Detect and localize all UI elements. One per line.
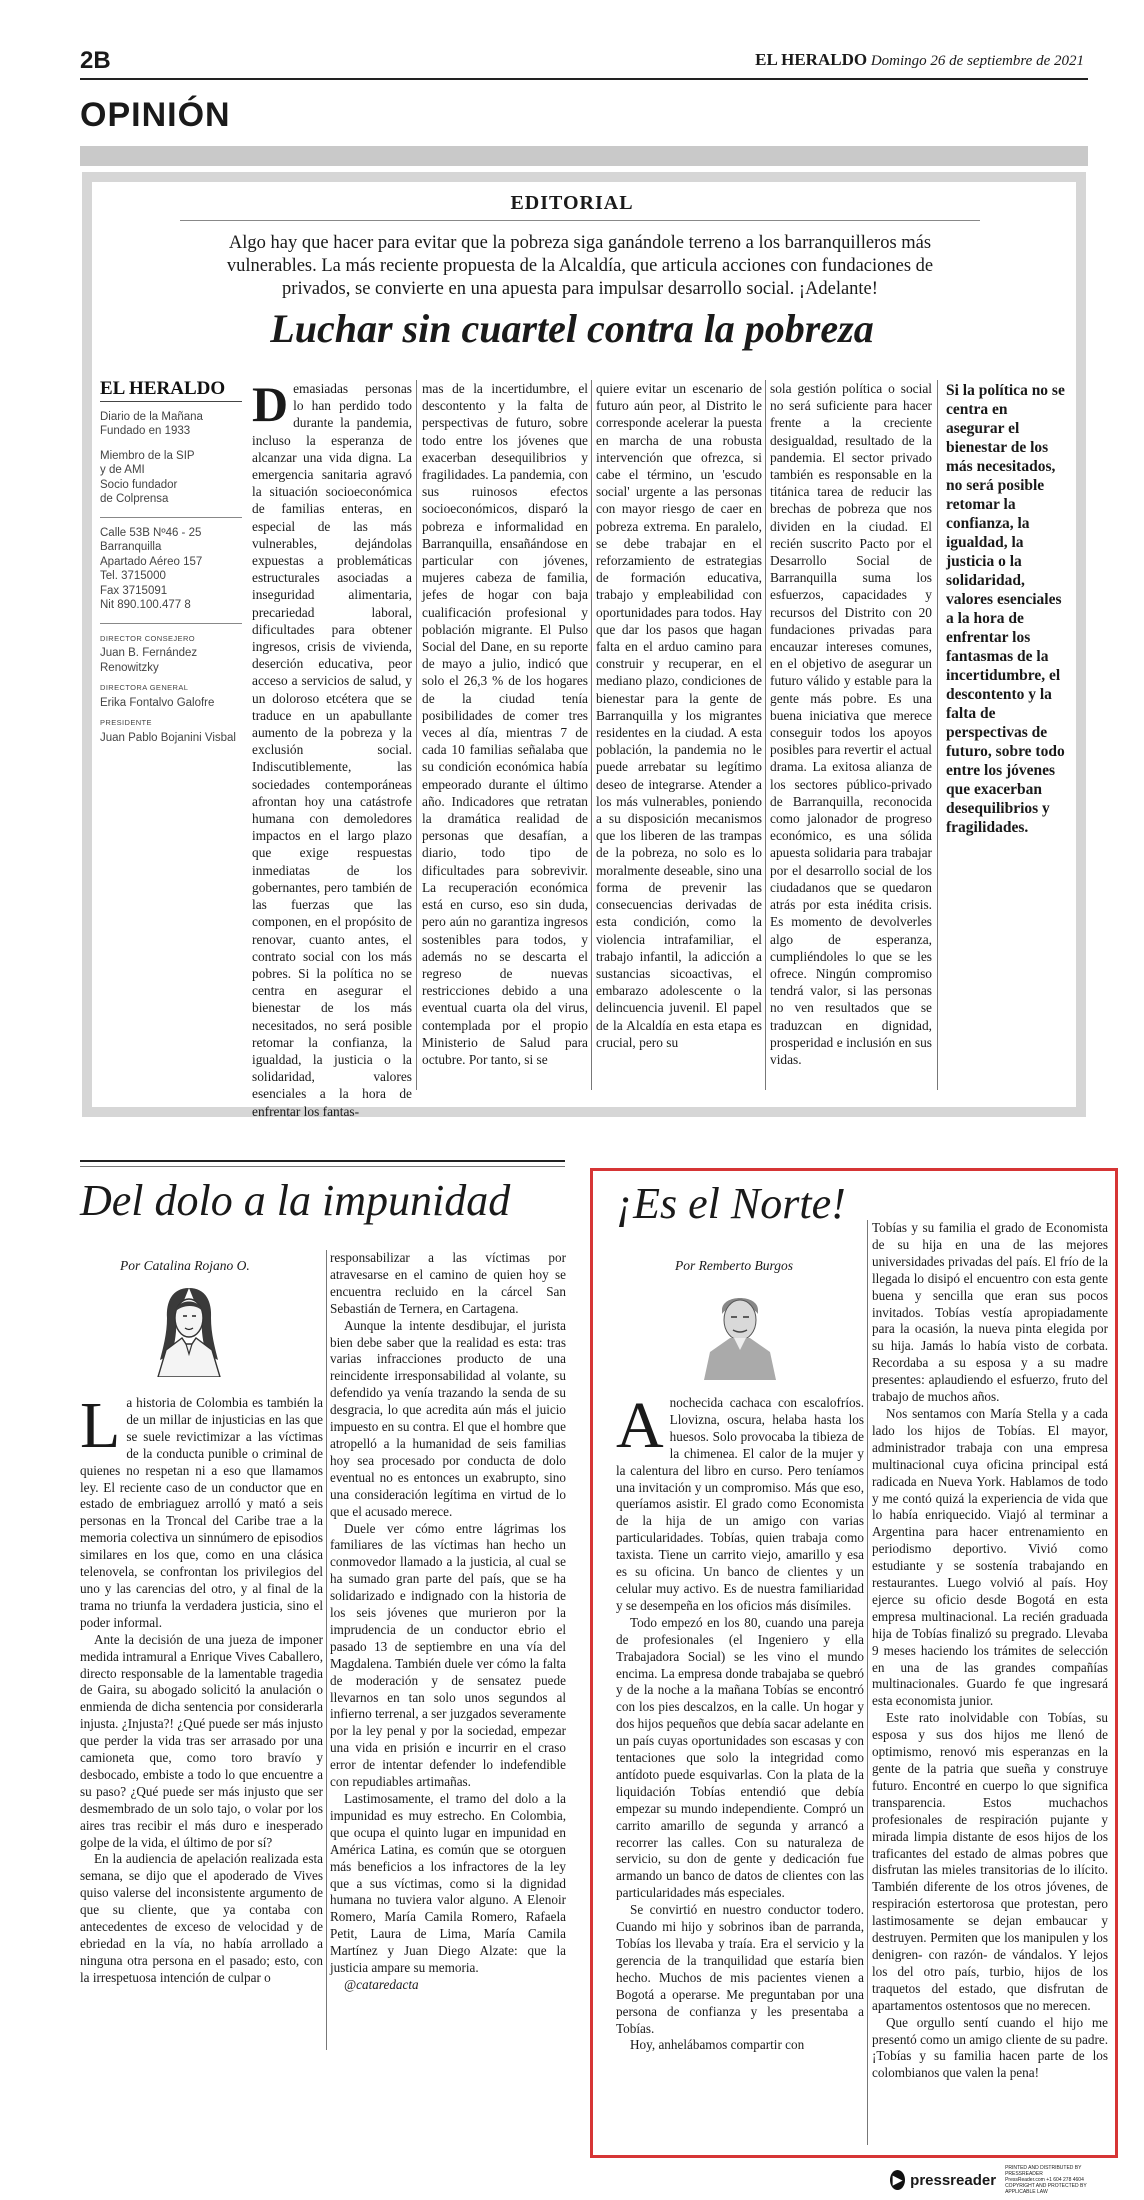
paragraph: Aunque la intente desdibujar, el jurista bien debe saber que la realidad es esta: tras varias infracciones producto de una reincidente irresponsabilidad al volante, su defendido ya venía trazando la senda de su desgracia, lo que acredita aún más el juicio impuesto en su contra. El que el hombre que atropelló a la humanidad de seis familias hoy sea procesado por conducta de dolo eventual no es entonces un exabrupto, sino una consideración legítima en virtud de lo que el acusado merece. [330, 1317, 566, 1519]
imprint [100, 378, 242, 745]
column-title: ¡Es el Norte! [616, 1179, 846, 1228]
editorial-summary: Algo hay que hacer para evitar que la pobreza siga ganándole terreno a los barranquilleros más vulnerables. La más reciente propuesta de la Alcaldía, que articula acciones con fundaciones de privados, se convierte en una apuesta para impulsar desarrollo social. ¡Adelante! [226, 233, 934, 299]
column-header-rule [80, 1160, 565, 1162]
editorial-column-2: mas de la incertidumbre, el descontento y la falta de perspectivas de futuro, sobre todo entre los jóvenes que exacerban desequilibrios y fragilidades. La pandemia, con sus ruinosos efectos socioeconómicos, disparó la pobreza e informalidad en Barranquilla, ensañándose en particular con jóvenes, mujeres cabeza de familia, jefes de hogar con baja cualificación profesional y población migrante. El Pulso Social del Dane, en su reporte de mayo a julio, indicó que solo el 26,3 % de los hogares de la ciudad tenía posibilidades de comer tres veces al día, mientras 7 de cada 10 familias señalaba que su condición económica había empeorado durante el último año. Indicadores que retratan la dramática realidad de personas que desafían, a diario, todo tipo de dificultades para sobrevivir. La recuperación económica está en curso, eso sin duda, pero aún no garantiza ingresos sostenibles para todos, y además no se descarta el regreso de nuevas restricciones debido a una eventual cuarta ola del virus, contemplada por el propio Ministerio de Salud para octubre. Por tanto, si se [422, 381, 588, 1067]
paragraph: Duele ver cómo entre lágrimas los familiares de las víctimas han hecho un conmovedor llamado a la justicia, al cual se ha sumado gran parte del país, que se ha solidarizado e indignado con la historia de los seis jóvenes que murieron por la imprudencia de un conductor ebrio el pasado 13 de septiembre en una vía del Magdalena. También duele ver cómo la falta de moderación y de sensatez puede llevarnos en tan solo unos segundos al infierno terrenal, a ser juzgados severamente por la ley penal y por la sociedad, empezar una vida en prisión e incurrir en el craso error de intentar defender lo indefendible con repudiables artimañas. [330, 1520, 566, 1790]
paragraph: Este rato inolvidable con Tobías, su esposa y sus dos hijos me llenó de optimismo, renovó mis esperanzas en la gente de la patria que sueña y construye futuro. Encontré en cuerpo lo que significa transparencia. Estos muchachos profesionales de respiración pujante y mirada limpia distante de esos hijos de los traficantes del estado de almas pobres que disfrutan las mieles transitorias de lo ilícito. También diferente de los otros jóvenes, de respiración estertorosa que protestan, pero lastimosamente se dejan embaucar y destruyen. Permiten que los manipulen y los denigren- con razón- de vándalos. Y lejos los del otro país, turbio, hijos de los traquetos del estado, que disfrutan de apartamentos ostentosos que no merecen. [872, 1710, 1108, 2013]
header-rule [80, 78, 1088, 80]
imprint-name: Juan Pablo Bojanini Visbal [100, 731, 236, 744]
paragraph: Que orgullo sentí cuando el hijo me presentó como un amigo cliente de su padre. ¡Tobías y su familia hacen parte de los colombianos que valen la pena! [872, 2014, 1108, 2081]
imprint-line: Barranquilla [100, 541, 162, 553]
imprint-line: Fax 3715091 [100, 584, 168, 597]
imprint-line: Miembro de la SIP [100, 449, 195, 462]
author-handle: @cataredacta [344, 1976, 419, 1992]
editorial-pull-quote: Si la política no se centra en asegurar el bienestar de los más necesitados, no será posible retomar la confianza, la igualdad, la justicia o la solidaridad, valores esenciales a la hora de enfrentar los fantasmas de la incertidumbre, el descontento y la falta de perspectivas de futuro, sobre todo entre los jóvenes que exacerban desequilibrios y fragilidades. [946, 382, 1065, 836]
paragraph: En la audiencia de apelación realizada esta semana, se dijo que el apoderado de Vives quiso valerse del inconsistente argumento de que su cliente, que ya contaba con antecedentes de exceso de velocidad y de ebriedad en la vía, no había arrollado a ninguna otra persona en el pasado; esto, con la irrespetuosa intención de culpar o [80, 1851, 323, 1985]
paragraph: Hoy, anhelábamos compartir con [630, 2037, 805, 2053]
imprint-line: Tel. 3715000 [100, 570, 166, 582]
imprint-line: Nit 890.100.477 8 [100, 599, 191, 611]
imprint-divider [100, 517, 242, 518]
paragraph [80, 1389, 323, 1632]
imprint-line: Calle 53B Nº46 - 25 [100, 526, 202, 539]
imprint-role: PRESIDENTE [100, 718, 152, 727]
imprint-name: Juan B. Fernández Renowitzky [100, 647, 198, 674]
column-rule [416, 380, 417, 1090]
column-rule [867, 1220, 868, 2145]
column-rule [591, 380, 592, 1090]
editorial-text: emasiadas personas lo han perdido todo durante la pandemia, incluso la esperanza de alcanzar una vida digna. La emergencia sanitaria agravó la situación socioeconómica de familias enteras, en especial de las más vulnerables, dejándolas expuestas a problemáticas estructurales asociadas a inseguridad alimentaria, precariedad laboral, dificultades para obtener ingresos, crisis de vivienda, deserción educativa, peor acceso a servicios de salud, y un doloroso etcétera que se traduce en un apabullante aumento de la pobreza y la exclusión social. Indiscutiblemente, las sociedades contemporáneas afrontan hoy una catástrofe humana con demoledores impactos en el largo plazo que exige respuestas inmediatas de los gobernantes, pero también de las fuerzas que las componen, en el propósito de renovar, cuanto antes, el contrato social con los más pobres. Si la política no se centra en asegurar el bienestar de los más necesitados, no será posible retomar la confianza, la igualdad, la justicia o la solidaridad, valores esenciales a la hora de enfrentar los fantas- [252, 381, 412, 1119]
paragraph: Nos sentamos con María Stella y a cada lado los hijos de Tobías. El mayor, administrador trabaja con una empresa multinacional cuya oficina principal está radicada en Nueva York. Hablamos de todo y me contó quizá la experiencia de vida que lo había enriquecido. Viajó al terminar a Argentina para hacer entrenamiento en periodismo deportivo. Vivió como estudiante y se sostenía trabajando en restaurantes. Luego volvió al país. Hoy ejerce su oficio desde Bogotá en esta empresa multinacional. La recién graduada hija de Tobías finalizó su pregrado. Llevaba 9 meses haciendo los trámites de selección en una de las grandes compañías multinacionales. Guardo fe que ingresará esta economista junior. [872, 1405, 1108, 1709]
imprint-brand: EL HERALDO [100, 382, 242, 402]
pressreader-wordmark: pressreader [910, 2171, 997, 2189]
imprint-divider [100, 623, 242, 624]
imprint-line: Fundado en 1933 [100, 425, 191, 437]
pressreader-icon: ▶ [890, 2170, 905, 2190]
imprint-name: Erika Fontalvo Galofre [100, 696, 215, 709]
column-dropcap: L [80, 1389, 121, 1462]
column-text-left [80, 1389, 323, 1987]
masthead-info [755, 50, 1084, 70]
editorial-column-4: sola gestión política o social no será suficiente para hacer frente a la creciente desigualdad, resultado de la pandemia. El sector privado también es responsable en la titánica tarea de reducir las brechas de pobreza que nos dividen en la ciudad. El recién suscrito Pacto por el Desarrollo Social de Barranquilla suma los esfuerzos, capacidades y recursos del Distrito con 20 fundaciones privadas para encauzar intereses comunes, en el objetivo de asegurar un futuro válido y estable para la gente más pobre. Es una buena iniciativa que merece conseguir todos los apoyos posibles para revertir el actual drama. La exitosa alianza de los sectores público-privado de Barranquilla, reconocida como jalonador de progreso económico, es una sólida apuesta solidaria para trabajar por el desarrollo social de los ciudadanos que se quedaron atrás por esta inédita crisis. Es momento de devolverles algo de esperanza, cumpliéndoles lo que se les ofrece. Ningún compromiso tendrá valor, si las personas no ven resultados que se traduzcan en dignidad, prosperidad e inclusión en sus vidas. [770, 381, 932, 1067]
imprint-role: DIRECTOR CONSEJERO [100, 633, 195, 643]
column-byline: Por Remberto Burgos [675, 1258, 793, 1273]
column-text-left [616, 1389, 864, 2054]
imprint-line: y de AMI [100, 464, 145, 476]
paragraph: Tobías y su familia el grado de Economista de su hija en una de las mejores universidades privadas del país. El frío de la llegada lo disipó el encuentro con esta gente buena y sencilla que eran sus pocos invitados. Tobías vestía apropiadamente para la ocasión, la nueva pinta elegida por su hija. Jamás lo había visto de corbata. Recordaba a su esposa y a su madre presentes: aplaudiendo el esfuerzo, fruto del trabajo de muchos años. [872, 1220, 1108, 1405]
column-byline: Por Catalina Rojano O. [120, 1258, 250, 1273]
notice-line: PressReader.com +1 604 278 4604 [1005, 2177, 1084, 2183]
column-text-right [872, 1220, 1108, 2082]
notice-line: PRINTED AND DISTRIBUTED BY PRESSREADER [1005, 2165, 1082, 2177]
notice-line: COPYRIGHT AND PROTECTED BY APPLICABLE LAW [1005, 2183, 1087, 2195]
author-portrait [150, 1282, 228, 1377]
page-number: 2B [80, 47, 111, 74]
imprint-line: Diario de la Mañana [100, 410, 203, 423]
paragraph: Ante la decisión de una jueza de imponer medida intramural a Enrique Vives Caballero, directo responsable de la lamentable tragedia de Gaira, su abogado solicitó la anulación o enmienda de dicha sentencia por considerarla injusta. ¿Injusta?! ¿Qué puede ser más injusto que perder la vida tras ser arrasado por una camioneta que, como toro bravío y desbocado, embiste a todo lo que encuentre a su paso? ¿Qué puede ser más injusto que ser desmembrado de un solo tajo, o volar por los aires tras recibir el más duro e inesperado golpe de la vida, el último de por sí? [80, 1631, 323, 1850]
column-rule [326, 1250, 327, 2050]
editorial-dropcap: D [252, 376, 289, 432]
paragraph: responsabilizar a las víctimas por atravesarse en el camino de quien hoy se encuentra recluido en la cárcel San Sebastián de Ternera, en Cartagena. [330, 1250, 566, 1316]
editorial-column-3: quiere evitar un escenario de futuro aún peor, al Distrito le corresponde acelerar la puesta en marcha de una robusta intervención que ofrezca, si cabe el término, un 'escudo social' urgente a las personas con mayor riesgo de caer en pobreza extrema. En paralelo, se debe trabajar en el reforzamiento de estrategias de formación educativa, trabajo y empleabilidad con oportunidades para todos. Hay que dar los pasos que hagan falta en el arduo camino para construir y recuperar, en el mediano plazo, condiciones de bienestar para la gente de Barranquilla y los migrantes residentes en la ciudad. A esta población, la pandemia no le puede arrebatar su legítimo deseo de integrarse. Atender a los más vulnerables, poniendo a su disposición mecanismos que los liberen de las trampas de la pobreza, no solo es lo moralmente deseable, sino una forma de prevenir las consecuencias derivadas de esta condición, como la violencia intrafamiliar, el trabajo infantil, la adicción a sustancias sicoactivas, el embarazo adolescente o la delincuencia juvenil. El papel de la Alcaldía en esta etapa es crucial, pero su [596, 381, 762, 1050]
imprint-address [100, 526, 242, 613]
imprint-line: Socio fundador [100, 478, 178, 491]
editorial-label-rule [180, 220, 980, 221]
pressreader-notice [1005, 2165, 1100, 2195]
imprint-founding [100, 410, 242, 439]
paragraph-text: a historia de Colombia es también la de un millar de injusticias en las que se suele revictimizar a las víctimas de la conducta punible o criminal de quienes no respetan ni a eso que llamamos ley. El reciente caso de un conductor que en estado de embriaguez arrolló y mató a seis personas en la Troncal del Caribe trae a la memoria colectiva un sinnúmero de episodios similares en los que, como en una clásica telenovela, se confrontan los privilegios del uno y las carencias del otro, y al final de la trama no triunfa la verdadera justicia, sino el poder informal. [80, 1395, 323, 1630]
imprint-memberships [100, 449, 242, 507]
editorial-headline: Luchar sin cuartel contra la pobreza [270, 306, 874, 351]
pressreader-logo[interactable] [890, 2165, 1100, 2195]
section-title: OPINIÓN [80, 96, 231, 134]
author-portrait [700, 1280, 780, 1380]
column-title: Del dolo a la impunidad [80, 1176, 511, 1225]
column-dropcap: A [616, 1389, 664, 1462]
paragraph [616, 1389, 864, 1615]
issue-date: Domingo 26 de septiembre de 2021 [870, 53, 1084, 69]
newspaper-name: EL HERALDO [755, 50, 868, 69]
editorial-column-1 [252, 376, 412, 1120]
column-rule [937, 380, 938, 1090]
column-text-right [330, 1250, 566, 1994]
column-rule [765, 380, 766, 1090]
editorial-label: EDITORIAL [510, 192, 634, 214]
paragraph: Se convirtió en nuestro conductor todero. Cuando mi hijo y sobrinos iban de parranda, Tobías los llevaba y traía. Era el servicio y la gerencia de la tranquilidad que estaría bien hecho. Muchos de mis pacientes vienen a Bogotá a operarse. Me preguntaban por una persona de confianza y les presentaba a Tobías. [616, 1902, 864, 2036]
paragraph: Lastimosamente, el tramo del dolo a la impunidad es muy estrecho. En Colombia, que ocupa el quinto lugar en impunidad en América Latina, es común que se otorguen más beneficios a los infractores de la ley que a sus víctimas, como si la dignidad humana no tuviera valor alguno. A Elenoir Romero, María Camila Romero, Rafaela Petit, Laura de Lima, María Camila Martínez y Juan Diego Alzate: que la justicia ampare su memoria. [330, 1791, 566, 1976]
section-bar [80, 146, 1088, 166]
column-header-rule [80, 1166, 565, 1167]
imprint-line: Apartado Aéreo 157 [100, 555, 203, 568]
paragraph-text: nochecida cachaca con escalofríos. Llovizna, oscura, helaba hasta los huesos. Solo provocaba la tibieza de la chimenea. El calor de la mujer y la calentura del libro en curso. Pero teníamos una invitación y un compromiso. Más que eso, queríamos asistir. El grado como Economista de la hija de un amigo con varias particularidades. Tobías, quien trabaja como taxista. Tiene un carrito viejo, amarillo y esa es su oficina. Un banco de clientes y un celular muy activo. Es de nuestra familiaridad y se desempeña en los oficios más disímiles. [616, 1395, 864, 1613]
imprint-line: de Colprensa [100, 493, 169, 505]
imprint-role: DIRECTORA GENERAL [100, 683, 189, 692]
paragraph: Todo empezó en los 80, cuando una pareja de profesionales (el Ingeniero y ella Trabajadora Social) se les vino el mundo encima. La empresa donde trabajaba se quebró y de la noche a la mañana Tobías se encontró con los pies descalzos, en la calle. Un hogar y dos hijos pequeños que debía sacar adelante en un país cuyas oportunidades son escasas y con tentaciones que solo la integridad como antídoto puede esquivarlas. Con la plata de la liquidación Tobías entendió que debía empezar su mundo independiente. Compró un carrito amarillo de segunda y arrancó a recorrer las calles. Con su naturaleza de servicio, su don de gente y dedicación fue armando un banco de datos de clientes con las particularidades más especiales. [616, 1614, 864, 1901]
